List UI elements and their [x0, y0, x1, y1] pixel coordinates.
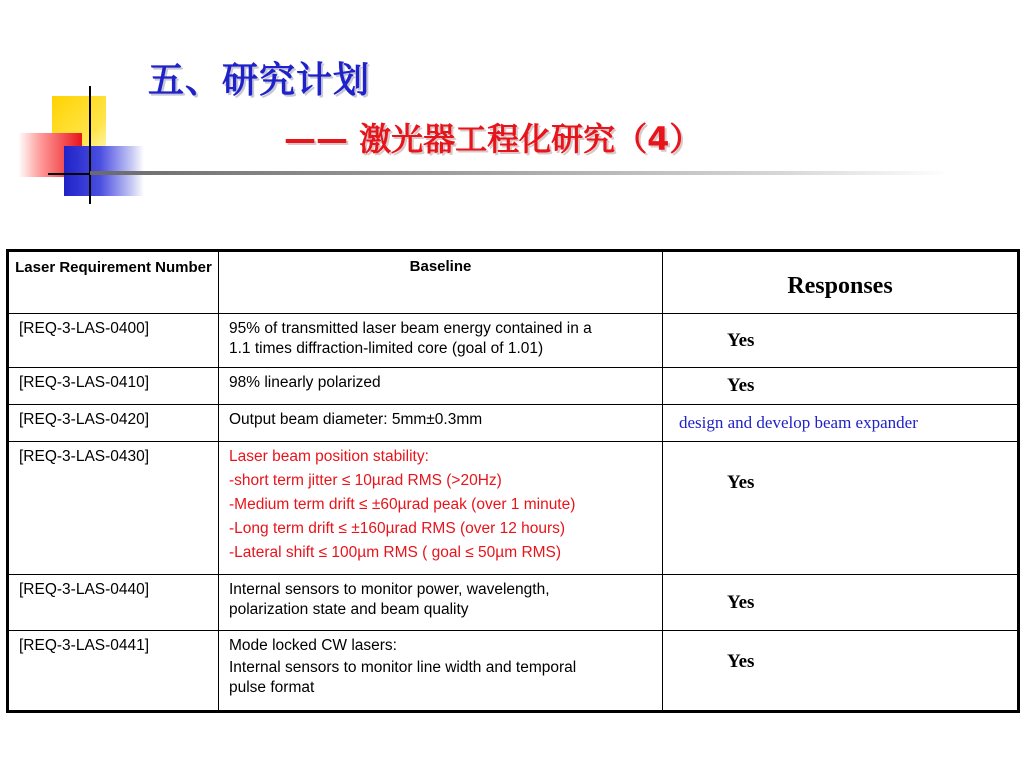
response-cell: Yes	[663, 368, 1019, 405]
requirement-id-cell: [REQ-3-LAS-0440]	[8, 575, 219, 631]
response-cell: Yes	[663, 631, 1019, 712]
baseline-cell	[219, 631, 663, 712]
response-cell: design and develop beam expander	[663, 405, 1019, 442]
table-row	[8, 575, 1019, 631]
header-requirement-number: Laser Requirement Number	[8, 251, 219, 314]
baseline-cell	[219, 314, 663, 368]
slide-logo-decoration	[0, 0, 160, 210]
response-cell: Yes	[663, 314, 1019, 368]
table-row	[8, 442, 1019, 575]
requirements-table	[6, 249, 1020, 713]
table-row	[8, 314, 1019, 368]
table-row	[8, 405, 1019, 442]
baseline-cell	[219, 575, 663, 631]
header-baseline: Baseline	[219, 251, 663, 314]
response-cell: Yes	[663, 575, 1019, 631]
baseline-line: Laser beam position stability:	[229, 448, 429, 465]
header-responses: Responses	[663, 251, 1019, 314]
baseline-line: Output beam diameter: 5mm±0.3mm	[229, 411, 483, 428]
baseline-cell	[219, 405, 663, 442]
baseline-line: Internal sensors to monitor power, wavelength,	[229, 581, 550, 598]
logo-vertical-line	[89, 86, 91, 204]
baseline-line: -Long term drift ≤ ±160µrad RMS (over 12 hours)	[229, 520, 566, 537]
baseline-line: 98% linearly polarized	[229, 374, 381, 391]
requirement-id-cell: [REQ-3-LAS-0420]	[8, 405, 219, 442]
slide-title: 五、研究计划	[148, 60, 371, 101]
title-underline-rule	[90, 171, 950, 175]
baseline-cell	[219, 442, 663, 575]
baseline-line: 95% of transmitted laser beam energy contained in a	[229, 320, 592, 337]
baseline-line: pulse format	[229, 679, 315, 696]
table-header-row	[8, 251, 1019, 314]
baseline-cell	[219, 368, 663, 405]
baseline-line: -short term jitter ≤ 10µrad RMS (>20Hz)	[229, 472, 502, 489]
response-cell: Yes	[663, 442, 1019, 575]
baseline-line: -Medium term drift ≤ ±60µrad peak (over 1 minute)	[229, 496, 576, 513]
baseline-line: 1.1 times diffraction-limited core (goal of 1.01)	[229, 340, 544, 357]
table-row	[8, 631, 1019, 712]
requirement-id-cell: [REQ-3-LAS-0410]	[8, 368, 219, 405]
baseline-line: polarization state and beam quality	[229, 601, 469, 618]
baseline-line: Internal sensors to monitor line width and temporal	[229, 659, 577, 676]
baseline-line: -Lateral shift ≤ 100µm RMS ( goal ≤ 50µm RMS)	[229, 544, 562, 561]
table-row	[8, 368, 1019, 405]
requirement-id-cell: [REQ-3-LAS-0441]	[8, 631, 219, 712]
requirement-id-cell: [REQ-3-LAS-0400]	[8, 314, 219, 368]
slide-subtitle: —— 激光器工程化研究（4）	[284, 120, 702, 158]
baseline-line: Mode locked CW lasers:	[229, 637, 397, 654]
requirement-id-cell: [REQ-3-LAS-0430]	[8, 442, 219, 575]
